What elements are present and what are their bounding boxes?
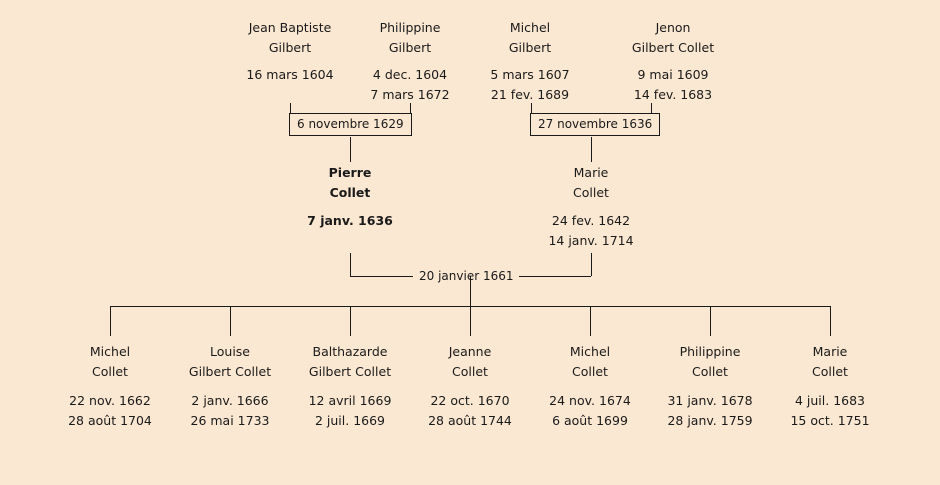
death-date: 28 août 1704 bbox=[68, 413, 152, 428]
person-marie-collet bbox=[521, 163, 661, 203]
person-name-line2: Collet bbox=[692, 364, 728, 379]
person-name-line2: Collet bbox=[812, 364, 848, 379]
marriage-date: 6 novembre 1629 bbox=[297, 117, 404, 131]
person-name-line1: Michel bbox=[509, 20, 551, 35]
person-name-line1: Pierre bbox=[328, 165, 372, 180]
birth-date: 16 mars 1604 bbox=[246, 67, 334, 82]
birth-date: 9 mai 1609 bbox=[637, 67, 709, 82]
connector-vertical-to-pierre bbox=[350, 137, 351, 162]
marriage-date: 27 novembre 1636 bbox=[538, 117, 653, 131]
person-child-michel-collet-2 bbox=[520, 342, 660, 382]
person-name-line2: Gilbert Collet bbox=[631, 40, 715, 55]
marriage-date: 20 janvier 1661 bbox=[419, 269, 514, 283]
dates-child-michel-collet-2 bbox=[520, 391, 660, 431]
person-name-line2: Gilbert Collet bbox=[308, 364, 392, 379]
person-name-line2: Gilbert Collet bbox=[188, 364, 272, 379]
person-name-line2: Collet bbox=[329, 185, 371, 200]
dates-marie-collet bbox=[521, 211, 661, 251]
person-name-line2: Gilbert bbox=[508, 40, 552, 55]
person-name-line2: Collet bbox=[572, 364, 608, 379]
birth-date: 12 avril 1669 bbox=[308, 393, 392, 408]
person-name-line1: Marie bbox=[573, 165, 609, 180]
person-name-line1: Marie bbox=[812, 344, 848, 359]
dates-child-marie-collet bbox=[760, 391, 900, 431]
birth-date: 5 mars 1607 bbox=[490, 67, 570, 82]
marriage-1636-box bbox=[530, 113, 660, 136]
death-date: 28 août 1744 bbox=[428, 413, 512, 428]
birth-date: 24 nov. 1674 bbox=[549, 393, 631, 408]
person-child-marie-collet bbox=[760, 342, 900, 382]
person-name-line1: Louise bbox=[210, 344, 250, 359]
connector-vertical-marie-down bbox=[591, 253, 592, 276]
person-name-line1: Michel bbox=[89, 344, 131, 359]
person-name-line2: Collet bbox=[452, 364, 488, 379]
death-date: 6 août 1699 bbox=[552, 413, 628, 428]
person-name-line1: Philippine bbox=[679, 344, 741, 359]
birth-date: 7 janv. 1636 bbox=[307, 213, 393, 228]
person-michel-gilbert bbox=[460, 18, 600, 58]
person-jenon-gilbert-collet bbox=[583, 18, 763, 58]
connector-drop-child-6 bbox=[710, 306, 711, 336]
death-date: 15 oct. 1751 bbox=[790, 413, 870, 428]
birth-date: 4 juil. 1683 bbox=[794, 393, 866, 408]
death-date: 14 fev. 1683 bbox=[633, 87, 713, 102]
connector-drop-child-5 bbox=[590, 306, 591, 336]
death-date: 14 janv. 1714 bbox=[548, 233, 634, 248]
connector-drop-child-2 bbox=[230, 306, 231, 336]
person-name-line2: Gilbert bbox=[388, 40, 432, 55]
death-date: 28 janv. 1759 bbox=[667, 413, 753, 428]
death-date: 26 mai 1733 bbox=[190, 413, 270, 428]
person-name-line1: Michel bbox=[569, 344, 611, 359]
person-philippine-gilbert bbox=[340, 18, 480, 58]
person-name-line2: Gilbert bbox=[268, 40, 312, 55]
person-name-line2: Collet bbox=[573, 185, 609, 200]
connector-drop-child-7 bbox=[830, 306, 831, 336]
dates-child-philippine-collet bbox=[640, 391, 780, 431]
person-pierre-collet bbox=[280, 163, 420, 203]
death-date: 7 mars 1672 bbox=[370, 87, 450, 102]
dates-michel-gilbert bbox=[460, 65, 600, 105]
connector-drop-child-4 bbox=[470, 306, 471, 336]
birth-date: 4 dec. 1604 bbox=[372, 67, 448, 82]
person-name-line1: Balthazarde bbox=[312, 344, 388, 359]
person-name-line1: Philippine bbox=[379, 20, 441, 35]
marriage-1661-label bbox=[413, 267, 519, 285]
connector-drop-child-3 bbox=[350, 306, 351, 336]
dates-philippine-gilbert bbox=[340, 65, 480, 105]
dates-pierre-collet bbox=[280, 211, 420, 231]
death-date: 2 juil. 1669 bbox=[314, 413, 386, 428]
person-name-line1: Jean Baptiste bbox=[248, 20, 332, 35]
birth-date: 22 nov. 1662 bbox=[69, 393, 151, 408]
person-name-line1: Jeanne bbox=[448, 344, 492, 359]
birth-date: 31 janv. 1678 bbox=[667, 393, 753, 408]
birth-date: 2 janv. 1666 bbox=[191, 393, 269, 408]
person-child-jeanne-collet bbox=[400, 342, 540, 382]
marriage-1629-box bbox=[289, 113, 412, 136]
connector-drop-child-1 bbox=[110, 306, 111, 336]
person-child-philippine-collet bbox=[640, 342, 780, 382]
dates-child-jeanne-collet bbox=[400, 391, 540, 431]
birth-date: 22 oct. 1670 bbox=[430, 393, 510, 408]
connector-vertical-pierre-down bbox=[350, 253, 351, 276]
birth-date: 24 fev. 1642 bbox=[551, 213, 631, 228]
dates-jenon-gilbert-collet bbox=[583, 65, 763, 105]
connector-vertical-to-children bbox=[470, 276, 471, 306]
death-date: 21 fev. 1689 bbox=[490, 87, 570, 102]
person-name-line1: Jenon bbox=[655, 20, 691, 35]
connector-vertical-to-marie bbox=[591, 137, 592, 162]
person-name-line2: Collet bbox=[92, 364, 128, 379]
